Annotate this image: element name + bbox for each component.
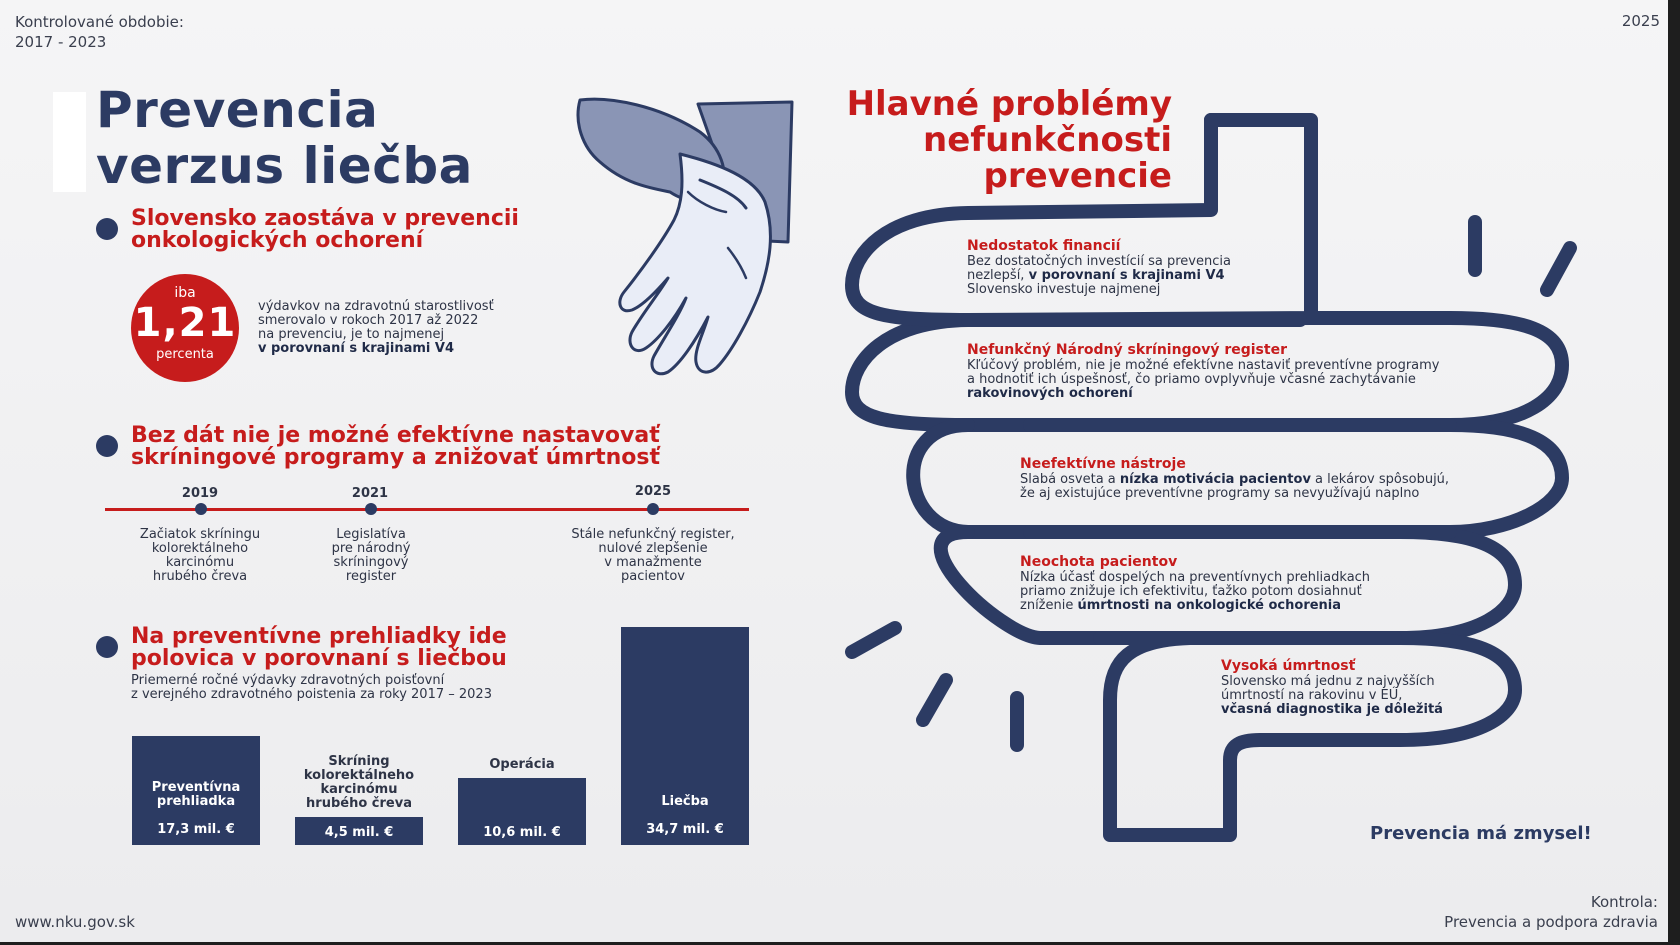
timeline-event-line: Stále nefunkčný register, (571, 527, 735, 542)
problem-text-line: včasná diagnostika je dôležitá (1221, 702, 1443, 717)
timeline-event-line: pre národný (331, 541, 411, 556)
problem-text-line: Slovensko má jednu z najvyšších (1221, 674, 1435, 689)
problem-title: Nedostatok financií (967, 238, 1121, 254)
problem-text (1020, 473, 1449, 501)
timeline-event-line: Začiatok skríningu (139, 527, 261, 542)
bar-label-line: prehliadka (156, 794, 236, 809)
timeline-year: 2019 (181, 486, 219, 501)
badge-top-text: iba (174, 285, 196, 301)
timeline-year: 2025 (634, 484, 672, 499)
period-label: Kontrolované obdobie: (15, 13, 184, 31)
problem-text (967, 255, 1231, 297)
footer-control-label: Kontrola: (1590, 893, 1658, 911)
section3-subtitle-line2: z verejného zdravotného poistenia za roky 2017 – 2023 (131, 687, 492, 702)
bar-value-label: 4,5 mil. € (324, 825, 394, 840)
period-value: 2017 - 2023 (15, 33, 107, 51)
problem-text-line: úmrtností na rakovinu v EÚ, (1221, 688, 1403, 703)
header-year: 2025 (1621, 12, 1660, 30)
bar-value-label: 17,3 mil. € (157, 822, 235, 837)
problem-title: Vysoká úmrtnosť (1221, 658, 1356, 674)
problem-text-line: Bez dostatočných investícií sa prevencia (967, 254, 1231, 269)
slogan: Prevencia má zmysel! (1370, 823, 1592, 844)
problem-text (1020, 571, 1370, 613)
bar-label-line: Operácia (489, 757, 555, 772)
footer-url[interactable]: www.nku.gov.sk (15, 913, 135, 931)
section1-text-line4: v porovnaní s krajinami V4 (258, 341, 454, 356)
badge-bottom-text: percenta (156, 347, 214, 362)
footer-control-value: Prevencia a podpora zdravia (1444, 913, 1658, 931)
section2-heading-line2: skríningové programy a znižovať úmrtnosť (131, 445, 660, 470)
bar-label-line: hrubého čreva (306, 796, 412, 811)
section1-text-line2: smerovalo v rokoch 2017 až 2022 (258, 313, 479, 328)
main-title-line2: verzus liečba (96, 137, 473, 195)
bar-label-line: karcinómu (320, 782, 398, 797)
window-edge (1668, 0, 1680, 945)
problem-text-line: a hodnotiť ich úspešnosť, čo priamo ovplyvňuje včasné zachytávanie (967, 372, 1416, 387)
problem-title: Neochota pacientov (1020, 554, 1178, 570)
main-title-line1: Prevencia (96, 81, 379, 139)
timeline-event-line: v manažmente (604, 555, 702, 570)
bar-label-line: Preventívna (151, 780, 241, 795)
section1-text-line1: výdavkov na zdravotnú starostlivosť (258, 299, 494, 314)
bar-label-line: Skríning (328, 754, 390, 769)
problem-title: Neefektívne nástroje (1020, 456, 1186, 472)
problem-text-line: zníženie úmrtnosti na onkologické ochorenia (1020, 598, 1342, 613)
section3-subtitle-line1: Priemerné ročné výdavky zdravotných poisťovní (131, 673, 445, 688)
problem-text-line: priamo znižuje ich efektivitu, ťažko potom dosiahnuť (1020, 584, 1362, 599)
timeline-event-line: skríningový (333, 555, 409, 570)
problem-text (967, 359, 1440, 401)
badge-value: 1,21 (133, 300, 237, 346)
timeline-event-line: nulové zlepšenie (598, 541, 708, 556)
problems-title-line2: nefunkčnosti (923, 120, 1172, 160)
timeline-event-line: hrubého čreva (152, 569, 248, 584)
section1-heading-line2: onkologických ochorení (131, 228, 424, 253)
bar-value-label: 34,7 mil. € (646, 822, 724, 837)
problem-text-line: Slabá osveta a nízka motivácia pacientov a lekárov spôsobujú, (1020, 472, 1450, 487)
timeline-event-line: register (345, 569, 397, 584)
footer-control (1444, 892, 1658, 932)
section3-heading-line2: polovica v porovnaní s liečbou (131, 646, 507, 671)
timeline-event-line: kolorektálneho (151, 541, 249, 556)
problems-title-line1: Hlavné problémy (846, 84, 1172, 124)
timeline-year: 2021 (351, 486, 389, 501)
bar-label-line: Liečba (661, 794, 709, 809)
section1-text-line3: na prevenciu, je to najmenej (258, 327, 445, 342)
timeline-event-line: karcinómu (165, 555, 235, 570)
problem-text-line: Kľúčový problém, nie je možné efektívne nastaviť preventívne programy (967, 358, 1440, 373)
timeline-event-line: pacientov (621, 569, 685, 584)
problem-text-line: nezlepší, v porovnaní s krajinami V4 (967, 268, 1225, 283)
section1-heading-line1: Slovensko zaostáva v prevencii (131, 206, 519, 231)
problem-text-line: rakovinových ochorení (967, 386, 1133, 401)
bar-value-label: 10,6 mil. € (483, 825, 561, 840)
problem-text (1221, 675, 1443, 717)
bar-label-line: kolorektálneho (303, 768, 415, 783)
problem-text-line: Nízka účasť dospelých na preventívnych prehliadkach (1020, 570, 1371, 585)
section2-heading-line1: Bez dát nie je možné efektívne nastavovať (131, 423, 660, 448)
problem-text-line: Slovensko investuje najmenej (967, 282, 1161, 297)
problem-title: Nefunkčný Národný skríningový register (967, 342, 1287, 358)
timeline-event-line: Legislatíva (336, 527, 406, 542)
problem-text-line: že aj existujúce preventívne programy sa nevyužívajú naplno (1020, 486, 1420, 501)
problems-title-line3: prevencie (983, 156, 1172, 196)
section3-heading-line1: Na preventívne prehliadky ide (131, 624, 507, 649)
